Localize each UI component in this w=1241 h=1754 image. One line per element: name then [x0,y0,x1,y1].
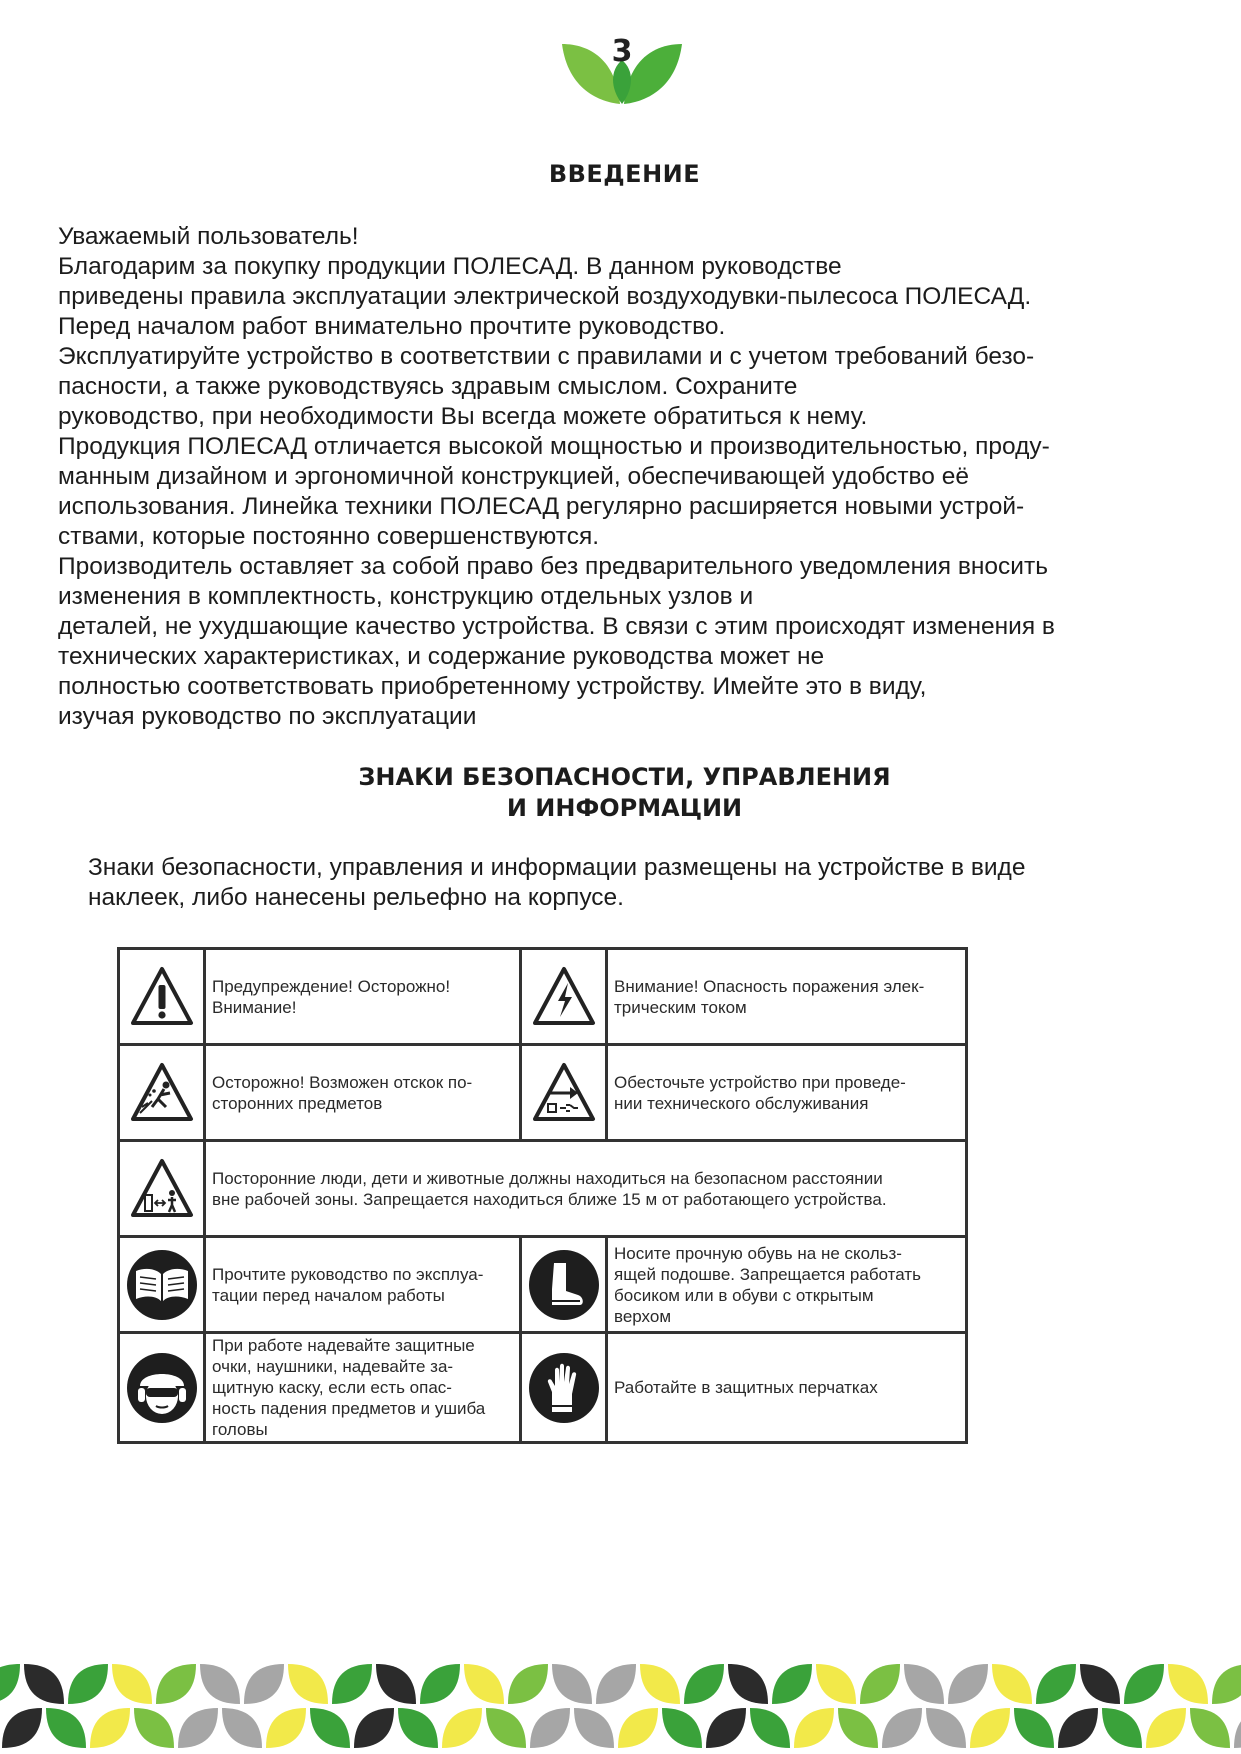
sign-text-line: Работайте в защитных перчатках [614,1378,878,1397]
sign-text-cell [205,1045,521,1141]
decorative-leaf [46,1708,86,1748]
sign-text-line: сторонних предметов [212,1093,383,1113]
decorative-leaf [794,1708,834,1748]
sign-text-line: Носите прочную обувь на не скольз- [614,1243,902,1263]
intro-line: изучая руководство по эксплуатации [58,703,477,730]
sign-text-line: очки, наушники, надевайте за- [212,1357,454,1376]
sign-icon-cell [119,1141,205,1237]
intro-text [58,222,1208,732]
decorative-leaf [992,1664,1032,1704]
decorative-leaf [486,1708,526,1748]
sign-text-line: нии технического обслуживания [614,1093,869,1113]
signs-title [0,762,1241,824]
decorative-leaf [1080,1664,1120,1704]
sign-text-cell [607,1237,967,1333]
sign-text-cell [205,949,521,1045]
sign-text-line: щитную каску, если есть опас- [212,1378,452,1397]
sign-text-cell [607,949,967,1045]
decorative-leaf [68,1664,108,1704]
intro-line: манным дизайном и эргономичной конструкцией, обеспечивающей удобство её [58,463,969,490]
decorative-leaf [750,1708,790,1748]
decorative-leaf [266,1708,306,1748]
intro-line: приведены правила эксплуатации электрической воздуходувки-пылесоса ПОЛЕСАД. [58,283,1032,310]
decorative-leaf [332,1664,372,1704]
decorative-leaf [948,1664,988,1704]
decorative-leaf [1036,1664,1076,1704]
safety-boots-icon [528,1249,600,1321]
decorative-leaf [420,1664,460,1704]
intro-line: Продукция ПОЛЕСАД отличается высокой мощностью и производительностью, проду- [58,433,1050,460]
decorative-leaf [134,1708,174,1748]
signs-intro-text [88,853,1208,913]
decorative-leaf [904,1664,944,1704]
table-row [119,1141,967,1237]
decorative-leaf [662,1708,702,1748]
table-row [119,949,967,1045]
decorative-leaf [0,1664,20,1704]
intro-line: Перед началом работ внимательно прочтите руководство. [58,313,726,340]
decorative-leaf [156,1664,196,1704]
sign-text-cell [205,1237,521,1333]
sign-text-line: верхом [614,1306,672,1326]
decorative-leaf [838,1708,878,1748]
sign-text-line: ящей подошве. Запрещается работать [614,1264,921,1284]
sign-text-cell [205,1333,521,1443]
decorative-leaf [706,1708,746,1748]
sign-text-line: ность падения предметов и ушиба [212,1399,486,1418]
decorative-leaf [1212,1664,1241,1704]
sign-text-line: Обесточьте устройство при проведе- [614,1072,906,1092]
sign-text-line: тации перед началом работы [212,1285,445,1305]
decorative-leaf-pattern [0,1660,1241,1754]
decorative-leaf [1102,1708,1142,1748]
decorative-leaf [640,1664,680,1704]
decorative-leaf [112,1664,152,1704]
intro-line: Благодарим за покупку продукции ПОЛЕСАД. В данном руководстве [58,253,842,280]
decorative-leaf [2,1708,42,1748]
sign-text-line: вне рабочей зоны. Запрещается находиться ближе 15 м от работающего устройства. [212,1189,887,1209]
sign-text-line: босиком или в обуви с открытым [614,1285,874,1305]
decorative-leaf [222,1708,262,1748]
sign-text-line: головы [212,1420,268,1439]
decorative-leaf [618,1708,658,1748]
eye-ear-protection-icon [126,1352,198,1424]
decorative-leaf [200,1664,240,1704]
sign-icon-cell [119,949,205,1045]
electric-shock-icon [532,965,596,1029]
decorative-leaf [1014,1708,1054,1748]
sign-text-cell [607,1045,967,1141]
decorative-leaf [860,1664,900,1704]
sign-icon-cell [521,1045,607,1141]
sign-icon-cell [521,949,607,1045]
decorative-leaf [1234,1708,1241,1748]
sign-text-line: Посторонние люди, дети и животные должны находиться на безопасном расстоянии [212,1168,883,1188]
decorative-leaf [574,1708,614,1748]
signs-title-line: И ИНФОРМАЦИИ [506,794,743,822]
decorative-leaf [310,1708,350,1748]
sign-text-line: Внимание! [212,997,297,1017]
safe-distance-icon [130,1157,194,1221]
intro-line: Уважаемый пользователь! [58,223,359,250]
decorative-leaf [882,1708,922,1748]
intro-title: ВВЕДЕНИЕ [548,160,701,188]
decorative-leaf [1146,1708,1186,1748]
sign-text-line: Внимание! Опасность поражения элек- [614,976,925,996]
decorative-leaf [1190,1708,1230,1748]
decorative-leaf [354,1708,394,1748]
read-manual-icon [126,1249,198,1321]
table-row [119,1237,967,1333]
sign-icon-cell [119,1333,205,1443]
decorative-leaf [244,1664,284,1704]
warning-exclamation-icon [130,965,194,1029]
decorative-leaf [772,1664,812,1704]
decorative-leaf [288,1664,328,1704]
sign-text-line: Прочтите руководство по эксплуа- [212,1264,484,1284]
intro-line: технических характеристиках, и содержание руководства может не [58,643,825,670]
signs-intro-line: наклеек, либо нанесены рельефно на корпусе. [88,884,624,911]
sign-text-cell [205,1141,967,1237]
sign-text-line: Предупреждение! Осторожно! [212,976,451,996]
flying-debris-icon [130,1061,194,1125]
decorative-leaf [816,1664,856,1704]
intro-line: изменения в комплектность, конструкцию отдельных узлов и [58,583,754,610]
table-row [119,1045,967,1141]
sign-text-line: трическим током [614,997,747,1017]
intro-line: деталей, не ухудшающие качество устройства. В связи с этим происходят изменения в [58,613,1055,640]
decorative-leaf [1058,1708,1098,1748]
decorative-leaf [530,1708,570,1748]
sign-text-cell [607,1333,967,1443]
page-number-logo [560,30,684,108]
decorative-leaf [90,1708,130,1748]
table-row [119,1333,967,1443]
sign-text-line: При работе надевайте защитные [212,1336,475,1355]
decorative-leaf [24,1664,64,1704]
intro-line: Эксплуатируйте устройство в соответствии с правилами и с учетом требований безо- [58,343,1035,370]
decorative-leaf [508,1664,548,1704]
decorative-leaf [926,1708,966,1748]
decorative-leaf [442,1708,482,1748]
safety-signs-table [117,947,968,1444]
decorative-leaf [970,1708,1010,1748]
intro-line: Производитель оставляет за собой право без предварительного уведомления вносить [58,553,1048,580]
decorative-leaf [464,1664,504,1704]
decorative-leaf [376,1664,416,1704]
decorative-leaf [1168,1664,1208,1704]
sign-icon-cell [521,1237,607,1333]
decorative-leaf [596,1664,636,1704]
gloves-icon [528,1352,600,1424]
decorative-leaf [728,1664,768,1704]
unplug-icon [532,1061,596,1125]
intro-line: пасности, а также руководствуясь здравым смыслом. Сохраните [58,373,798,400]
decorative-leaf [552,1664,592,1704]
sign-text-line: Осторожно! Возможен отскок по- [212,1072,473,1092]
sign-icon-cell [521,1333,607,1443]
decorative-leaf [1124,1664,1164,1704]
sign-icon-cell [119,1045,205,1141]
signs-title-line: ЗНАКИ БЕЗОПАСНОСТИ, УПРАВЛЕНИЯ [358,763,891,791]
intro-line: использования. Линейка техники ПОЛЕСАД регулярно расширяется новыми устрой- [58,493,1025,520]
sign-icon-cell [119,1237,205,1333]
intro-line: руководство, при необходимости Вы всегда можете обратиться к нему. [58,403,868,430]
decorative-leaf [684,1664,724,1704]
page-number: 3 [611,34,633,69]
intro-line: ствами, которые постоянно совершенствуются. [58,523,600,550]
intro-line: полностью соответствовать приобретенному устройству. Имейте это в виду, [58,673,927,700]
signs-intro-line: Знаки безопасности, управления и информации размещены на устройстве в виде [88,854,1026,881]
decorative-leaf [398,1708,438,1748]
decorative-leaf [178,1708,218,1748]
